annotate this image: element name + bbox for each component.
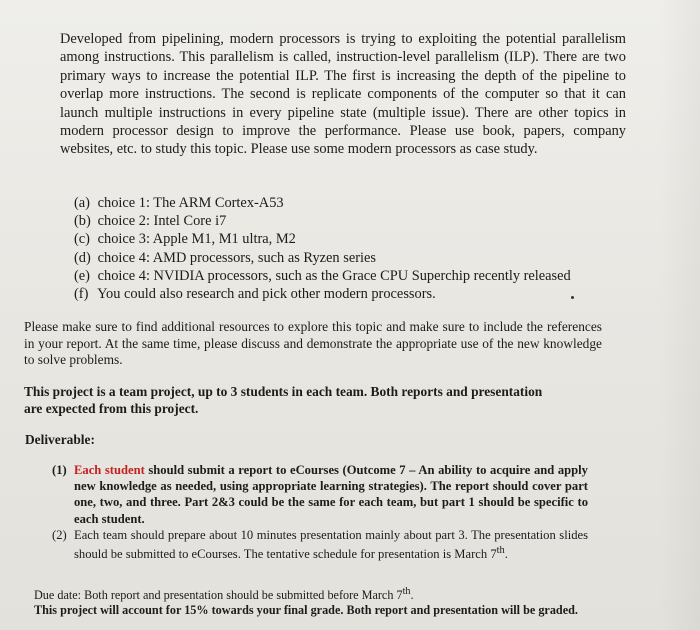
deliverable-text: should submit a report to eCourses (Outcome 7 – An ability to acquire and apply new knowledge as needed, using appropriate learning strategies). The report should cover part one, two, and three. Part 2&3 could be the same for each team, but part 1 should be specific to each student. [74, 463, 588, 526]
choice-label: (a) [74, 195, 90, 211]
choice-label: (b) [74, 213, 91, 230]
ordinal-suffix: th [496, 545, 505, 557]
intro-paragraph: Developed from pipelining, modern processors is trying to exploiting the potential parallelism among instructions. This parallelism is called, instruction-level parallelism (ILP). There are two primary ways to increase the potential ILP. The first is increasing the depth of the pipeline to overlap more instructions. The second is replicate components of the computer so that it can launch multiple instructions in every pipeline state (multiple issue). There are other topics in modern processor design to improve the performance. Please use book, papers, company websites, etc. to study this topic. Please use some modern processors as case study. [60, 31, 626, 158]
choice-item [74, 249, 634, 267]
due-date-section [34, 584, 594, 618]
choice-label: (e) [74, 267, 90, 284]
choice-label: (c) [74, 231, 90, 248]
sentence-end: . [410, 588, 414, 603]
choice-text: choice 2: Intel Core i7 [97, 213, 227, 230]
due-date-line [34, 584, 594, 603]
deliverable-number: (2) [52, 527, 67, 542]
resources-paragraph: Please make sure to find additional resources to explore this topic and make sure to include the references in your report. At the same time, please discuss and demonstrate the appropriate use of the new knowledge to solve problems. [24, 319, 602, 368]
grade-weight-note: This project will account for 15% towards your final grade. Both report and presentation will be graded. [34, 603, 578, 618]
choice-text: choice 4: AMD processors, such as Ryzen series [97, 249, 376, 266]
each-student-highlight: Each student [74, 463, 145, 477]
choice-item [74, 230, 634, 248]
choice-item [74, 267, 634, 285]
stray-mark [571, 296, 574, 299]
choice-text: choice 1: The ARM Cortex-A53 [97, 195, 284, 211]
deliverables-list [52, 462, 588, 562]
choices-list [74, 194, 634, 303]
choice-item [74, 194, 634, 212]
choice-text: choice 4: NVIDIA processors, such as the Grace CPU Superchip recently released [97, 267, 571, 284]
choice-label: (d) [74, 249, 91, 266]
deliverable-text: Each team should prepare about 10 minutes presentation mainly about part 3. The presentation slides should be submitted to eCourses. The tentative schedule for presentation is March 7 [74, 527, 588, 562]
deliverable-item-report [52, 462, 588, 527]
sentence-end: . [504, 547, 508, 562]
choice-item [74, 285, 634, 303]
deliverable-heading: Deliverable: [25, 432, 95, 447]
choice-text: You could also research and pick other modern processors. [97, 286, 436, 303]
deliverable-item-presentation [52, 527, 588, 563]
deliverable-number: (1) [52, 463, 67, 477]
team-project-note: This project is a team project, up to 3 students in each team. Both reports and presentation are expected from this project. [24, 384, 543, 416]
page-shadow [660, 0, 700, 630]
choice-label: (f) [74, 286, 89, 303]
choice-text: choice 3: Apple M1, M1 ultra, M2 [97, 231, 296, 248]
choice-item [74, 212, 634, 230]
ordinal-suffix: th [402, 586, 411, 597]
due-date-text: Due date: Both report and presentation should be submitted before March 7 [34, 588, 403, 603]
